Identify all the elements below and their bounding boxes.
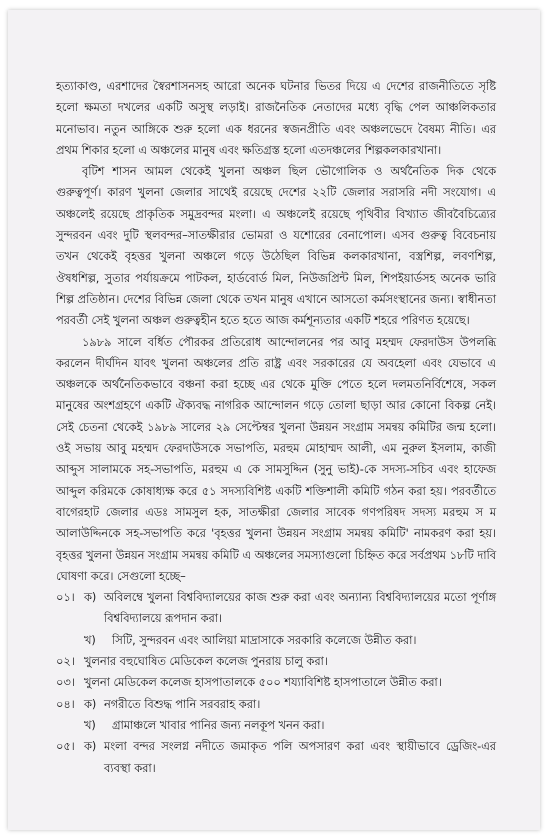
demand-item xyxy=(56,715,496,736)
demand-number: ০৪। xyxy=(56,697,75,711)
demand-text: খুলনার বহুঘোষিত মেডিকেল কলেজ পুনরায় চালু করা। xyxy=(84,655,328,669)
demand-number: ০৩। xyxy=(56,676,75,690)
demand-sub-label: ক) xyxy=(84,740,97,754)
demand-item xyxy=(56,672,496,693)
page-text xyxy=(56,76,496,779)
demand-text: গ্রামাঞ্চলে খাবার পানির জন্য নলকূপ খনন করা। xyxy=(112,718,325,732)
demand-sub-label: ক) xyxy=(84,697,97,711)
demand-item xyxy=(56,651,496,672)
book-page xyxy=(8,10,540,830)
paragraph: হত্যাকাণ্ড, এরশাদের স্বৈরশাসনসহ আরো অনেক ঘটনার ভিতর দিয়ে এ দেশের রাজনীতিতে সৃষ্টি হলো ক্ষমতা দখলের একটি অসুস্থ লড়াই। রাজনৈতিক নেতাদের মধ্যে বৃদ্ধি পেল আঞ্চলিকতার মনোভাব। নতুন আঙ্গিকে শুরু হলো এক ধরনের স্বজনপ্রীতি এবং অঞ্চলভেদে বৈষম্য নীতি। এর প্রথম শিকার হলো এ অঞ্চলের মানুষ এবং ক্ষতিগ্রস্ত হলো এতদঞ্চলের শিল্পকলকারখানা। xyxy=(56,80,497,157)
demand-text: মংলা বন্দর সংলগ্ন নদীতে জমাকৃত পলি অপসারণ করা এবং স্থায়ীভাবে ড্রেজিং-এর ব্যবস্থা করা। xyxy=(104,740,496,775)
paragraph: ১৯৮৯ সালে বর্ধিত পৌরকর প্রতিরোধ আন্দোলনের পর আবু মহম্মদ ফেরদাউস উপলব্ধি করলেন দীর্ঘদিন যাবৎ খুলনা অঞ্চলের প্রতি রাষ্ট্র এবং সরকারের যে অবহেলা এবং যেভাবে এ অঞ্চলকে অর্থনৈতিকভাবে বঞ্চনা করা হচ্ছে এর থেকে মুক্তি পেতে হলে দলমতনির্বিশেষে, সকল মানুষের অংশগ্রহণে একটি ঐক্যবদ্ধ নাগরিক আন্দোলন গড়ে তোলা ছাড়া আর কোনো বিকল্প নেই। সেই চেতনা থেকেই ১৯৮৯ সালের ২৯ সেপ্টেম্বর খুলনা উন্নয়ন সংগ্রাম সমন্বয় কমিটির জন্ম হলো। ওই সভায় আবু মহম্মদ ফেরদাউসকে সভাপতি, মরহুম মোহাম্মদ আলী, এম নুরুল ইসলাম, কাজী আব্দুস সালামকে সহ-সভাপতি, মরহুম এ কে সামসুদ্দিন (সুনু ভাই)-কে সদস্য-সচিব এবং হাফেজ আব্দুল করিমকে কোষাধ্যক্ষ করে ৫১ সদস্যবিশিষ্ট একটি শক্তিশালী কমিটি গঠন করা হয়। পরবর্তীতে বাগেরহাট জেলার এডঃ সামসুল হক, সাতক্ষীরা জেলার সাবেক গণপরিষদ সদস্য মরহুম স ম আলাউদ্দিনকে সহ-সভাপতি করে 'বৃহত্তর খুলনা উন্নয়ন সংগ্রাম সমন্বয় কমিটি' নামকরণ করা হয়। বৃহত্তর খুলনা উন্নয়ন সংগ্রাম সমন্বয় কমিটি এ অঞ্চলের সমস্যাগুলো চিহ্নিত করে সর্বপ্রথম ১৮টি দাবি ঘোষণা করে। সেগুলো হচ্ছে– xyxy=(56,335,496,583)
demand-number: ০২। xyxy=(56,655,75,669)
demand-item xyxy=(56,736,496,779)
demand-number: ০১। xyxy=(56,591,75,605)
paragraph: বৃটিশ শাসন আমল থেকেই খুলনা অঞ্চল ছিল ভৌগোলিক ও অর্থনৈতিক দিক থেকে গুরুত্বপূর্ণ। কারণ খুলনা জেলার সাথেই রয়েছে দেশের ২২টি জেলার সরাসরি নদী সংযোগ। এ অঞ্চলেই রয়েছে প্রাকৃতিক সমুদ্রবন্দর মংলা। এ অঞ্চলেই রয়েছে পৃথিবীর বিখ্যাত জীববৈচিত্র্যের সুন্দরবন এবং দুটি স্থলবন্দর–সাতক্ষীরার ভোমরা ও যশোরের বেনাপোল। এসব গুরুত্ব বিবেচনায় তখন থেকেই বৃহত্তর খুলনা অঞ্চলে গড়ে উঠেছিল বিভিন্ন কলকারখানা, বস্ত্রশিল্প, লবণশিল্প, ঔষধশিল্প, সুতার পর্যায়ক্রমে পাটকল, হার্ডবোর্ড মিল, নিউজপ্রিন্ট মিল, শিপইয়ার্ডসহ অনেক ভারি শিল্প প্রতিষ্ঠান। দেশের বিভিন্ন জেলা থেকে তখন মানুষ এখানে আসতো কর্মসংস্থানের জন্য। স্বাধীনতা পরবর্তী সেই খুলনা অঞ্চল গুরুত্বহীন হতে হতে আজ কর্মশূন্যতার একটি শহরে পরিণত হয়েছে। xyxy=(56,165,496,328)
demand-text: সিটি, সুন্দরবন এবং আলিয়া মাদ্রাসাকে সরকারি কলেজে উন্নীত করা। xyxy=(112,633,417,647)
demand-text: অবিলম্বে খুলনা বিশ্ববিদ্যালয়ের কাজ শুরু করা এবং অন্যান্য বিশ্ববিদ্যালয়ের মতো পূর্ণাঙ্গ বিশ্ববিদ্যালয়ে রূপদান করা। xyxy=(104,591,496,626)
demand-number: ০৫। xyxy=(56,740,75,754)
demand-item xyxy=(56,587,496,630)
demand-sub-label: ক) xyxy=(84,591,97,605)
demand-item xyxy=(56,694,496,715)
demand-text: খুলনা মেডিকেল কলেজ হাসপাতালকে ৫০০ শয্যাবিশিষ্ট হাসপাতালে উন্নীত করা। xyxy=(84,676,442,690)
demand-item xyxy=(56,630,496,651)
demand-sub-label: খ) xyxy=(84,633,96,647)
demand-sub-label: খ) xyxy=(84,718,96,732)
demand-text: নগরীতে বিশুদ্ধ পানি সরবরাহ করা। xyxy=(104,697,261,711)
